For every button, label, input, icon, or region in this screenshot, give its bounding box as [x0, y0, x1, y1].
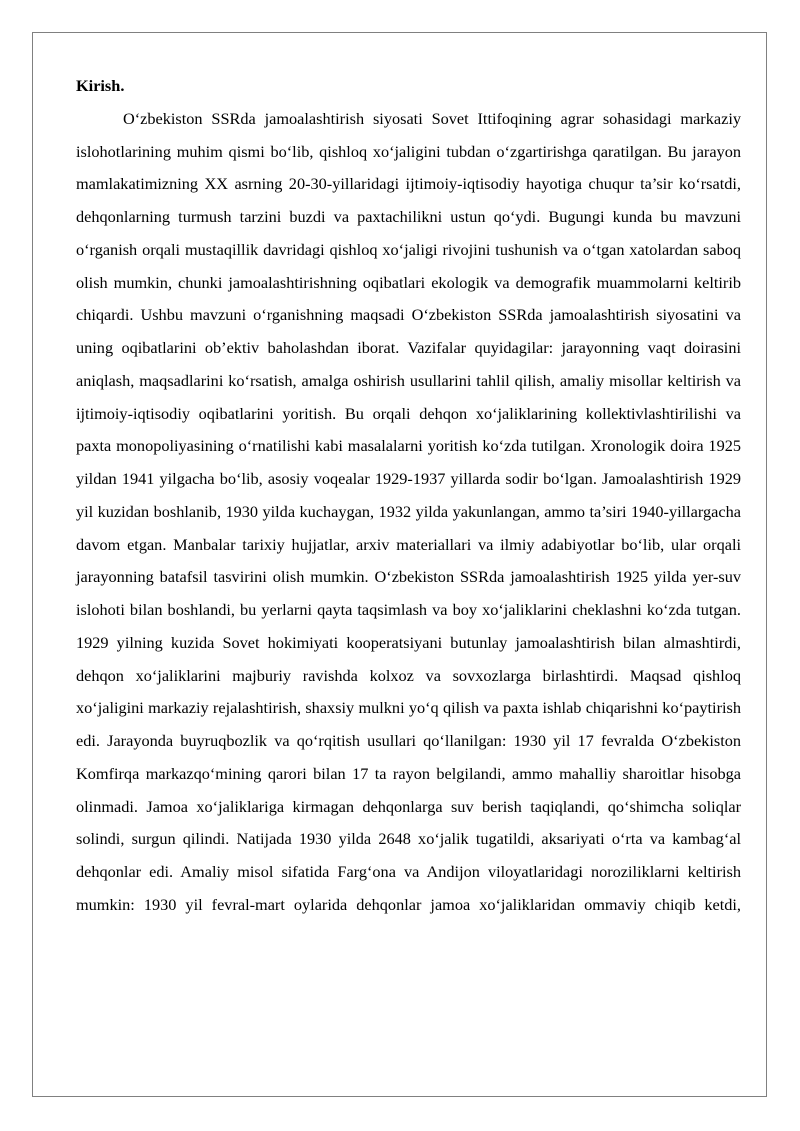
body-paragraph: O‘zbekiston SSRda jamoalashtirish siyosati Sovet Ittifoqining agrar sohasidagi markaziy islohotlarining muhim qismi bo‘lib, qishloq xo‘jaligini tubdan o‘zgartirishga qaratilgan. Bu jarayon mamlakatimizning XX asrning 20-30-yillaridagi ijtimoiy-iqtisodiy hayotiga chuqur ta’sir ko‘rsatdi, dehqonlarning turmush tarzini buzdi va paxtachilikni ustun qo‘ydi. Bugungi kunda bu mavzuni o‘rganish orqali mustaqillik davridagi qishloq xo‘jaligi rivojini tushunish va o‘tgan xatolardan saboq olish mumkin, chunki jamoalashtirishning oqibatlari ekologik va demografik muammolarni keltirib chiqardi. Ushbu mavzuni o‘rganishning maqsadi O‘zbekiston SSRda jamoalashtirish siyosatini va uning oqibatlarini ob’ektiv baholashdan iborat. Vazifalar quyidagilar: jarayonning vaqt doirasini aniqlash, maqsadlarini ko‘rsatish, amalga oshirish usullarini tahlil qilish, amaliy misollar keltirish va ijtimoiy-iqtisodiy oqibatlarini yoritish. Bu orqali dehqon xo‘jaliklarining kollektivlashtirilishi va paxta monopoliyasining o‘rnatilishi kabi masalalarni yoritish ko‘zda tutilgan. Xronologik doira 1925 yildan 1941 yilgacha bo‘lib, asosiy voqealar 1929-1937 yillarda sodir bo‘lgan. Jamoalashtirish 1929 yil kuzidan boshlanib, 1930 yilda kuchaygan, 1932 yilda yakunlangan, ammo ta’siri 1940-yillargacha davom etgan. Manbalar tarixiy hujjatlar, arxiv materiallari va ilmiy adabiyotlar bo‘lib, ular orqali jarayonning batafsil tasvirini olish mumkin. O‘zbekiston SSRda jamoalashtirish 1925 yilda yer-suv islohoti bilan boshlandi, bu yerlarni qayta taqsimlash va boy xo‘jaliklarini cheklashni ko‘zda tutgan. 1929 yilning kuzida Sovet hokimiyati kooperatsiyani butunlay jamoalashtirish bilan almashtirdi, dehqon xo‘jaliklarini majburiy ravishda kolxoz va sovxozlarga birlashtirdi. Maqsad qishloq xo‘jaligini markaziy rejalashtirish, shaxsiy mulkni yo‘q qilish va paxta ishlab chiqarishni ko‘paytirish edi. Jarayonda buyruqbozlik va qo‘rqitish usullari qo‘llanilgan: 1930 yil 17 fevralda O‘zbekiston Komfirqa markazqo‘mining qarori bilan 17 ta rayon belgilandi, ammo mahalliy sharoitlar hisobga olinmadi. Jamoa xo‘jaliklariga kirmagan dehqonlarga suv berish taqiqlandi, qo‘shimcha soliqlar solindi, surgun qilindi. Natijada 1930 yilda 2648 xo‘jalik tugatildi, aksariyati o‘rta va kambag‘al dehqonlar edi. Amaliy misol sifatida Farg‘ona va Andijon viloyatlaridagi noroziliklarni keltirish mumkin: 1930 yil fevral-mart oylarida dehqonlar jamoa xo‘jaliklaridan ommaviy chiqib ketdi,	[76, 108, 741, 914]
section-heading: Kirish.	[76, 76, 125, 95]
document-body	[76, 70, 741, 922]
